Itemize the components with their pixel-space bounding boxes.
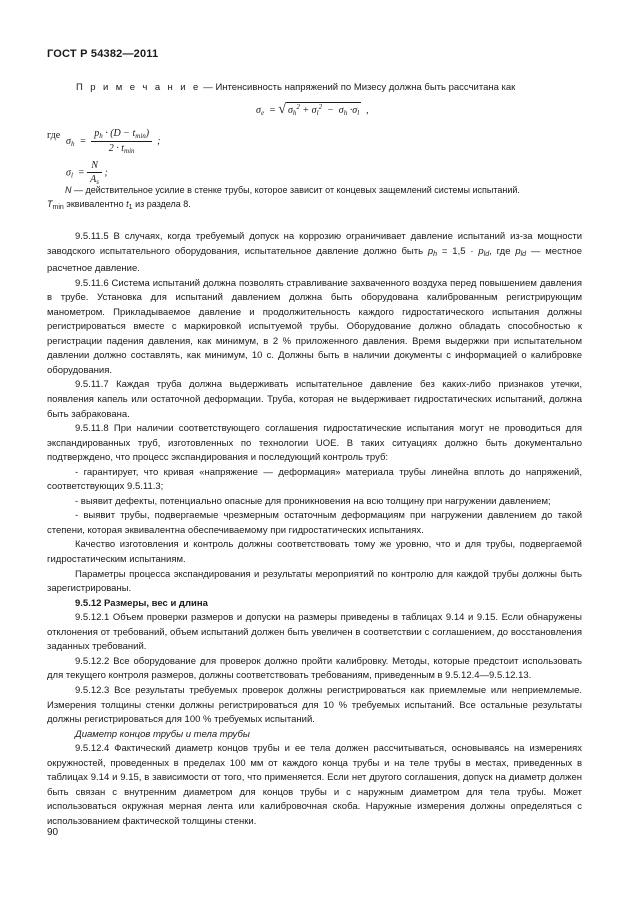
paragraph-quality: Качество изготовления и контроль должны соответствовать тому же уровню, что и для трубы, подвергаемой гидростатическим испытаниям. [47,539,582,566]
paragraph-parameters: Параметры процесса экспандирования и результаты мероприятий по контролю для каждой трубы должны быть зарегистрированы. [47,568,582,595]
paragraph-9-5-12-4: 9.5.12.4 Фактический диаметр концов трубы и ее тела должен рассчитываться, основываясь на измерениях окружностей, проведенных в пределах 100 мм от каждого конца трубы и на теле трубы в местах, приведенных в таблицах 9.14 и 9.15, в зависимости от того, что применяется. Если нет другого соглашения, допуск на диаметр должен быть связан с внутренним диаметром для концов трубы и с наружным диаметром для тела трубы. Может использоваться окружная мерная лента или калибровочная скоба. Наружные измерения должны определяться с использованием фактической толщины стенки. [47,743,582,827]
formula-where-label: где [47,130,61,141]
formula-sigma-h: $\sigma_h$ = $\frac{p_h \cdot (D - t_{min})}{2 \cdot t_{min}}$ ; [66,128,161,155]
note-tail-line-1: N — действительное усилие в стенке трубы, которое зависит от концевых защемлений системы испытаний. [65,185,520,195]
main-text [47,230,582,829]
paragraph-9-5-11-6: 9.5.11.6 Система испытаний должна позволять стравливание захваченного воздуха перед повышением давления в трубе. Установка для испытаний давлением должна быть оборудована калиброванным регистрирующим манометром. Прикладываемое давление и продолжительность каждого гидростатического испытания должны регистрироваться вместе с маркировкой испытуемой трубы. Оборудование должно обладать способностью к регистрации падения давления, как минимум, в 2 % приложенного давления. Время выдержки при испытательном давлении должно составлять, как минимум, 10 с. Должны быть в наличии документы с информацией о калибровке оборудования. [47,277,582,376]
bullet-3: - выявит трубы, подвергаемые чрезмерным остаточным деформациям при нагружении давлением до такой степени, которая эквивалентна обеспечиваемому при гидростатических испытаниях. [47,510,582,536]
paragraph-9-5-11-7: 9.5.11.7 Каждая труба должна выдерживать испытательное давление без каких-либо признаков утечки, появления капель или остаточной деформации. Труба, которая не выдерживает гидростатических испытаний, должна быть забракована. [47,379,582,420]
subheading-diameter-text: Диаметр концов трубы и тела трубы [75,728,250,740]
subheading-diameter [47,728,582,743]
paragraph-9-5-11-5-tail: — местное расчетное давление. [47,245,582,275]
paragraph-9-5-12-2: 9.5.12.2 Все оборудование для проверок должно пройти калибровку. Методы, которые предстоит использовать для текущего контроля размеров, должны соответствовать требованиям, приведенным в 9.5.12.4—9.5.12.13. [47,655,582,682]
section-heading-9-5-12-text: 9.5.12 Размеры, вес и длина [75,597,208,609]
paragraph-9-5-11-5-where: где [496,245,516,257]
page-number: 90 [47,827,59,838]
formula-sigma-l: $\sigma_l$ = $\frac{N}{A_s}$ ; [66,160,108,186]
paragraph-9-5-11-5: 9.5.11.5 В случаях, когда требуемый допуск на коррозию ограничивает давление испытаний из-за мощности заводского испытательного оборудования, испытательное давление должно быть $p_h = 1,5 \cdot p_{ld}$, где $p_{ld}$ — местное расчетное давление. [47,231,582,275]
note-line [76,82,596,93]
note-label: П р и м е ч а н и е [76,82,201,93]
paragraph-9-5-12-1: 9.5.12.1 Объем проверки размеров и допуски на размеры приведены в таблицах 9.14 и 9.15. Если обнаружены отклонения от требований, объем испытаний должен быть увеличен в соответствии с соглашением, до восстановления заданных требований. [47,612,582,653]
bullet-1: - гарантирует, что кривая «напряжение — деформация» материала трубы линейна вплоть до напряжений, соответствующих 9.5.11.3; [47,466,582,493]
formula-sigma-e: $\sigma_e$ = √ $\sigma_h^2 + \sigma_l^2 - \sigma_h \cdot\sigma_l$ , [256,102,369,117]
document-header: ГОСТ Р 54382—2011 [47,48,159,60]
paragraph-9-5-11-8: 9.5.11.8 При наличии соответствующего соглашения гидростатические испытания могут не проводиться для экспандированных труб, изготовленных по технологии UOE. В таких ситуациях должно быть документально подтверждено, что процесс экспандирования и последующий контроль труб: [47,423,582,464]
bullet-2: - выявит дефекты, потенциально опасные для проникновения на всю толщину при нагружении давлением; [75,495,551,507]
note-tail [47,184,582,214]
note-tail-line-2: $T_{min}$ эквивалентно $t_1$ из раздела 8. [47,198,191,211]
paragraph-9-5-11-5-text: 9.5.11.5 В случаях, когда требуемый допуск на коррозию ограничивает давление испытаний из-за мощности заводского испытательного оборудования, испытательное давление должно быть [47,231,582,257]
note-text: — Интенсивность напряжений по Мизесу должна быть рассчитана как [200,82,516,93]
paragraph-9-5-12-3: 9.5.12.3 Все результаты требуемых проверок должны регистрироваться как приемлемые или неприемлемые. Измерения толщины стенки должны регистрироваться для 10 % требуемых испытаний. Все остальные результаты должны регистрироваться для 100 % требуемых испытаний. [47,684,582,726]
section-heading-9-5-12 [47,597,582,612]
